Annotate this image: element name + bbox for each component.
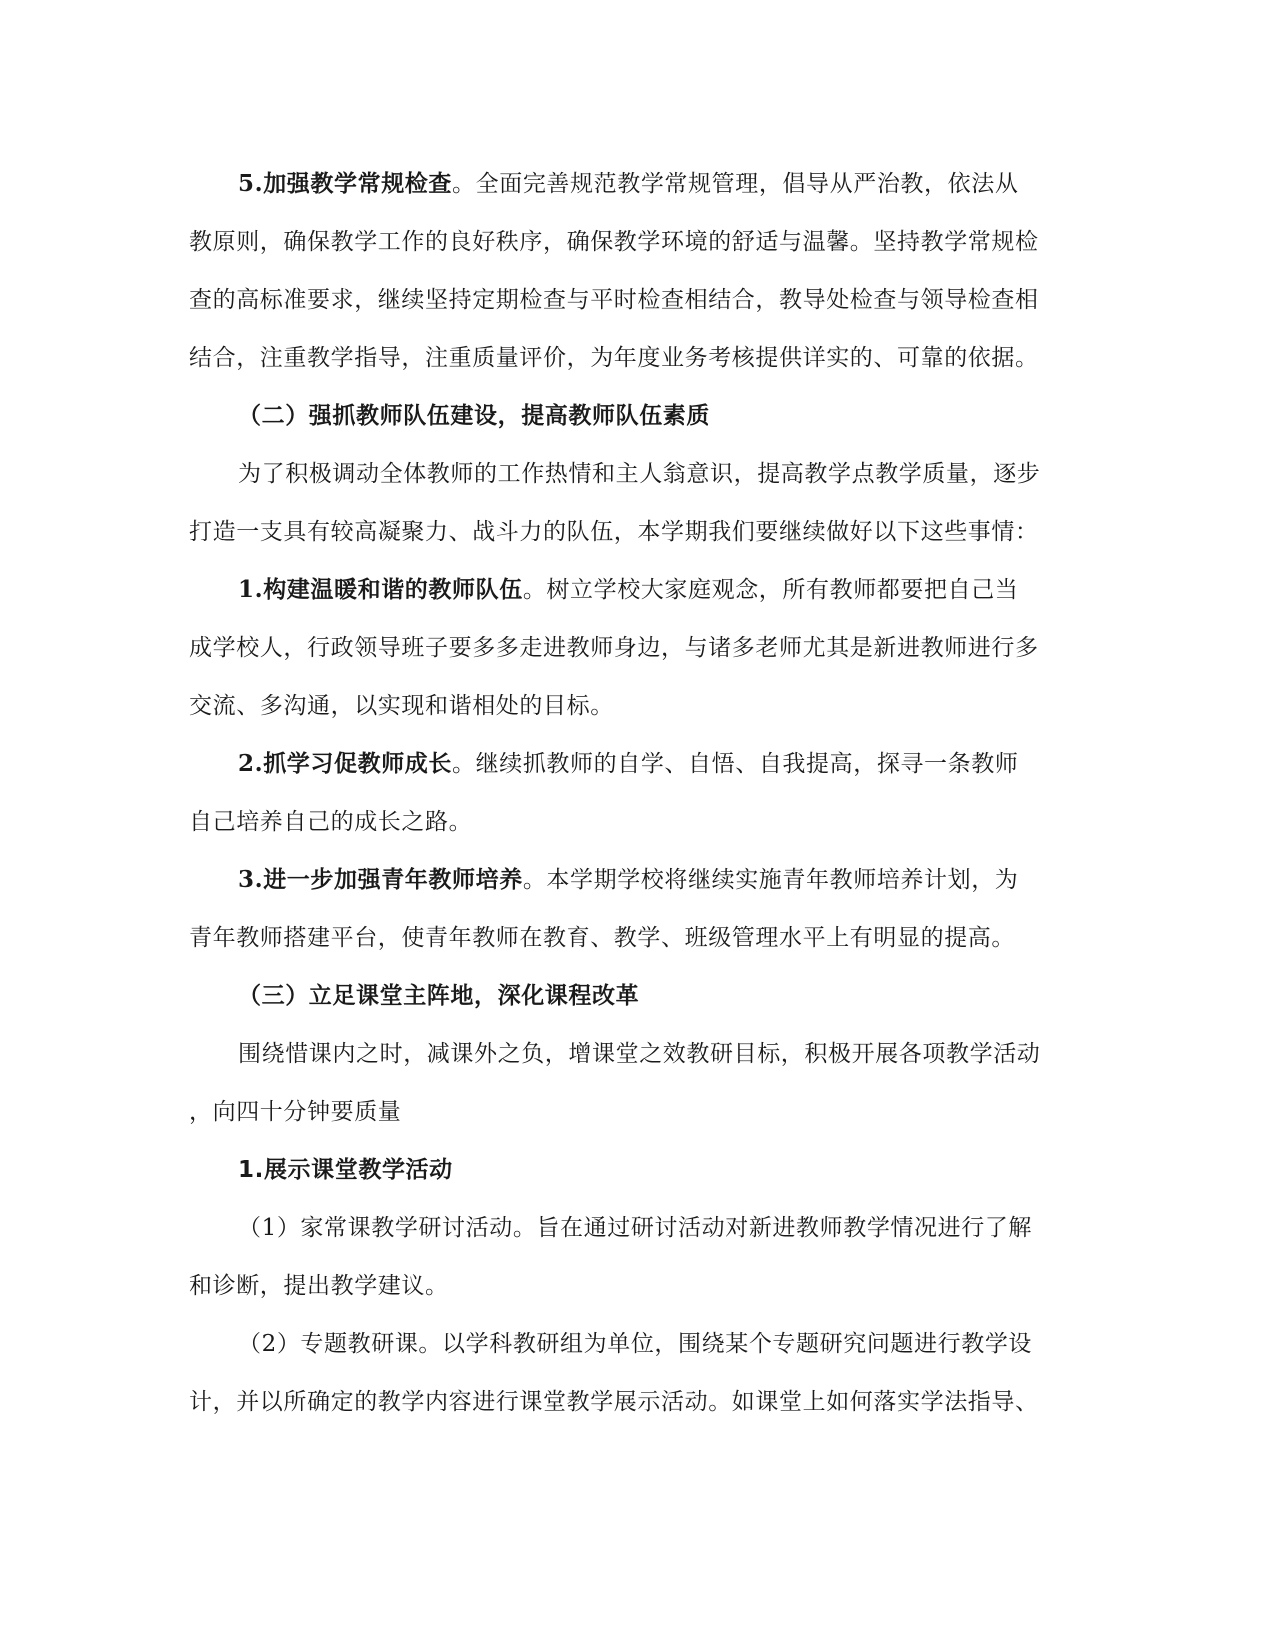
- section-heading: （三）立足课堂主阵地，深化课程改革: [238, 983, 640, 1009]
- paragraph-line: [238, 570, 1138, 610]
- paragraph-line: 成学校人，行政领导班子要多多走进教师身边，与诸多老师尤其是新进教师进行多: [189, 635, 1039, 661]
- paragraph-line: （1）家常课教学研讨活动。旨在通过研讨活动对新进教师教学情况进行了解: [238, 1215, 1033, 1241]
- subsection-heading: 1.展示课堂教学活动: [238, 1157, 453, 1183]
- item-text: 。本学期学校将继续实施青年教师培养计划，为: [522, 867, 1019, 893]
- paragraph-line: ，向四十分钟要质量: [189, 1099, 402, 1125]
- item-lead: 1.构建温暖和谐的教师队伍: [238, 576, 523, 603]
- paragraph-line: 结合，注重教学指导，注重质量评价，为年度业务考核提供详实的、可靠的依据。: [189, 345, 1039, 371]
- paragraph-line: 计，并以所确定的教学内容进行课堂教学展示活动。如课堂上如何落实学法指导、: [189, 1389, 1039, 1415]
- paragraph-line: 自己培养自己的成长之路。: [189, 809, 473, 835]
- paragraph-line: 打造一支具有较高凝聚力、战斗力的队伍，本学期我们要继续做好以下这些事情：: [189, 519, 1039, 545]
- item-text: 。继续抓教师的自学、自悟、自我提高，探寻一条教师: [452, 751, 1019, 777]
- item-lead: 5.加强教学常规检查: [238, 170, 453, 197]
- item-lead: 3.进一步加强青年教师培养: [238, 866, 523, 893]
- paragraph-line: 为了积极调动全体教师的工作热情和主人翁意识，提高教学点教学质量，逐步: [238, 461, 1041, 487]
- item-text: 。全面完善规范教学常规管理，倡导从严治教，依法从: [452, 171, 1019, 197]
- section-heading: （二）强抓教师队伍建设，提高教师队伍素质: [238, 403, 710, 429]
- paragraph-line: 围绕惜课内之时，减课外之负，增课堂之效教研目标，积极开展各项教学活动: [238, 1041, 1041, 1067]
- item-lead: 2.抓学习促教师成长: [238, 750, 453, 777]
- paragraph-line: 交流、多沟通，以实现和谐相处的目标。: [189, 693, 614, 719]
- paragraph-line: 教原则，确保教学工作的良好秩序，确保教学环境的舒适与温馨。坚持教学常规检: [189, 229, 1039, 255]
- paragraph-line: （2）专题教研课。以学科教研组为单位，围绕某个专题研究问题进行教学设: [238, 1331, 1033, 1357]
- paragraph-line: [238, 744, 1138, 784]
- item-text: 。树立学校大家庭观念，所有教师都要把自己当: [522, 577, 1019, 603]
- paragraph-line: [238, 164, 1138, 204]
- paragraph-line: 查的高标准要求，继续坚持定期检查与平时检查相结合，教导处检查与领导检查相: [189, 287, 1039, 313]
- paragraph-line: 青年教师搭建平台，使青年教师在教育、教学、班级管理水平上有明显的提高。: [189, 925, 1015, 951]
- paragraph-line: [238, 860, 1138, 900]
- paragraph-line: 和诊断，提出教学建议。: [189, 1273, 449, 1299]
